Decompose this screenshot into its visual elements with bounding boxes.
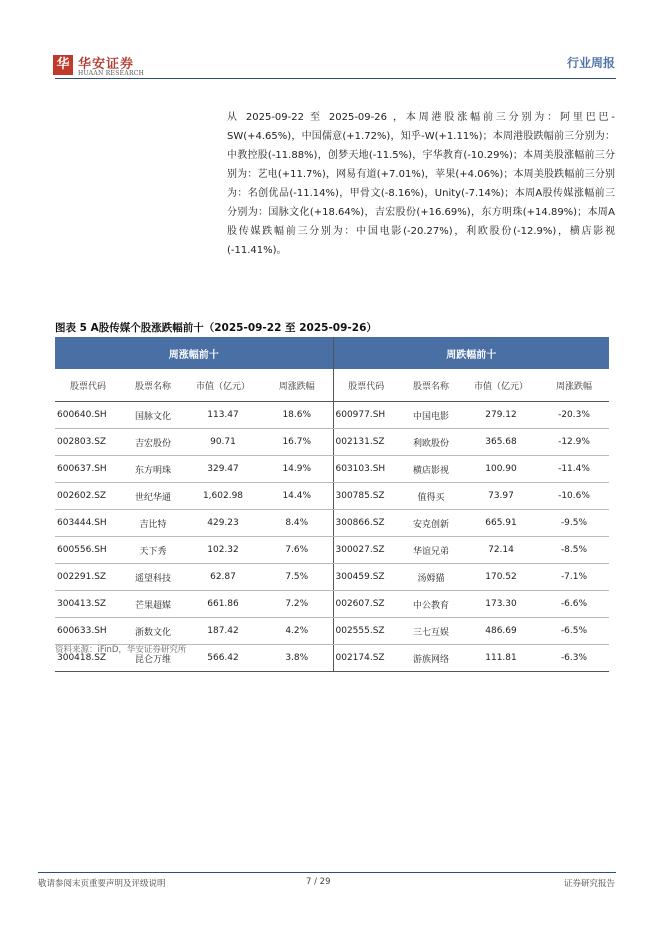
loser-cell: 486.69 (463, 618, 539, 645)
loser-cell: 173.30 (463, 591, 539, 618)
gainer-cell: 002602.SZ (55, 483, 121, 510)
table-row (55, 591, 609, 618)
loser-cell: 111.81 (463, 645, 539, 672)
gainer-cell: 芒果超媒 (121, 591, 185, 618)
gainer-cell: 62.87 (185, 564, 261, 591)
loser-cell: -6.3% (539, 645, 609, 672)
gainer-cell: 14.9% (261, 456, 333, 483)
loser-cell: 300785.SZ (333, 483, 399, 510)
loser-cell: 100.90 (463, 456, 539, 483)
gainer-cell: 002291.SZ (55, 564, 121, 591)
loser-cell: 华谊兄弟 (399, 537, 463, 564)
column-header: 股票名称 (399, 369, 463, 402)
gainer-cell: 8.4% (261, 510, 333, 537)
gainer-cell: 600637.SH (55, 456, 121, 483)
gainer-cell: 113.47 (185, 402, 261, 429)
logo-subtitle: HUAAN RESEARCH (78, 70, 145, 77)
loser-cell: 279.12 (463, 402, 539, 429)
loser-cell: 值得买 (399, 483, 463, 510)
gainer-cell: 7.6% (261, 537, 333, 564)
gainer-cell: 300413.SZ (55, 591, 121, 618)
table-row (55, 618, 609, 645)
logo-name: 华安证券 (78, 57, 135, 72)
gainer-cell: 187.42 (185, 618, 261, 645)
loser-cell: 中公教育 (399, 591, 463, 618)
loser-cell: 603103.SH (333, 456, 399, 483)
loser-cell: 665.91 (463, 510, 539, 537)
gainer-cell: 遥望科技 (121, 564, 185, 591)
column-header: 股票名称 (121, 369, 185, 402)
loser-cell: 002131.SZ (333, 429, 399, 456)
loser-cell: -12.9% (539, 429, 609, 456)
gainer-cell: 18.6% (261, 402, 333, 429)
loser-cell: -8.5% (539, 537, 609, 564)
loser-cell: -9.5% (539, 510, 609, 537)
gainer-cell: 002803.SZ (55, 429, 121, 456)
loser-cell: 汤姆猫 (399, 564, 463, 591)
loser-cell: -7.1% (539, 564, 609, 591)
gainer-cell: 昆仑万维 (121, 645, 185, 672)
gainer-cell: 吉比特 (121, 510, 185, 537)
loser-cell: 300027.SZ (333, 537, 399, 564)
column-header: 股票代码 (55, 369, 121, 402)
footer-disclaimer: 敬请参阅末页重要声明及评级说明 (38, 879, 166, 889)
column-header: 周涨跌幅 (261, 369, 333, 402)
gainer-cell: 浙数文化 (121, 618, 185, 645)
gainer-cell: 661.86 (185, 591, 261, 618)
gainer-cell: 1,602.98 (185, 483, 261, 510)
loser-cell: 73.97 (463, 483, 539, 510)
gainer-cell: 东方明珠 (121, 456, 185, 483)
column-header: 市值（亿元） (185, 369, 261, 402)
table-row (55, 537, 609, 564)
loser-cell: 170.52 (463, 564, 539, 591)
gainer-cell: 600556.SH (55, 537, 121, 564)
loser-cell: 游族网络 (399, 645, 463, 672)
table-row (55, 402, 609, 429)
loser-cell: -10.6% (539, 483, 609, 510)
gainer-cell: 90.71 (185, 429, 261, 456)
loser-cell: 300459.SZ (333, 564, 399, 591)
gainer-cell: 4.2% (261, 618, 333, 645)
loser-cell: 600977.SH (333, 402, 399, 429)
losers-header: 周跌幅前十 (333, 337, 609, 369)
loser-cell: 安克创新 (399, 510, 463, 537)
summary-paragraph: 从 2025-09-22 至 2025-09-26 ，本周港股涨幅前三分别为：阿里巴巴-SW(+4.65%)，中国儒意(+1.72%)，知乎-W(+1.11%)；本周港股跌幅前三分别为：中教控股(-11.88%)，创梦天地(-11.5%)，宇华教育(-10.29%)；本周美股涨幅前三分别为：艺电(+11.7%)，网易有道(+7.01%)，苹果(+4.06%)；本周美股跌幅前三分别为：名创优品(-11.14%)，甲骨文(-8.16%)，Unity(-7.14%)；本周A股传媒涨幅前三分别为：国脉文化(+18.64%)，吉宏股份(+16.69%)，东方明珠(+14.89%)；本周A股传媒跌幅前三分别为：中国电影(-20.27%)，利欧股份(-12.9%)，横店影视(-11.41%)。 (227, 112, 615, 256)
footer-divider (38, 872, 616, 873)
gainer-cell: 14.4% (261, 483, 333, 510)
source-note: 资料来源：iFinD，华安证券研究所 (55, 645, 187, 655)
gainer-cell: 600633.SH (55, 618, 121, 645)
loser-cell: 365.68 (463, 429, 539, 456)
table-row (55, 456, 609, 483)
gainers-header: 周涨幅前十 (55, 337, 333, 369)
loser-cell: 中国电影 (399, 402, 463, 429)
gainer-cell: 国脉文化 (121, 402, 185, 429)
loser-cell: -11.4% (539, 456, 609, 483)
gainer-cell: 天下秀 (121, 537, 185, 564)
table-row (55, 429, 609, 456)
loser-cell: 002607.SZ (333, 591, 399, 618)
gainer-cell: 329.47 (185, 456, 261, 483)
gainer-cell: 吉宏股份 (121, 429, 185, 456)
loser-cell: 利欧股份 (399, 429, 463, 456)
stock-movers-table (55, 337, 609, 672)
footer-report-label: 证券研究报告 (563, 879, 615, 889)
figure-title: 图表 5 A股传媒个股涨跌幅前十（2025-09-22 至 2025-09-26） (55, 322, 377, 334)
column-header: 周涨跌幅 (539, 369, 609, 402)
page-number: 7 / 29 (306, 877, 331, 887)
report-type-label: 行业周报 (566, 56, 615, 70)
loser-cell: -6.6% (539, 591, 609, 618)
loser-cell: 72.14 (463, 537, 539, 564)
page-header (0, 0, 662, 80)
huaan-logo-icon: 华 (53, 55, 73, 75)
loser-cell: -20.3% (539, 402, 609, 429)
gainer-cell: 16.7% (261, 429, 333, 456)
loser-cell: 002555.SZ (333, 618, 399, 645)
loser-cell: 300866.SZ (333, 510, 399, 537)
table-row (55, 483, 609, 510)
table-row (55, 510, 609, 537)
gainer-cell: 7.2% (261, 591, 333, 618)
gainer-cell: 429.23 (185, 510, 261, 537)
loser-cell: 三七互娱 (399, 618, 463, 645)
gainer-cell: 7.5% (261, 564, 333, 591)
gainer-cell: 566.42 (185, 645, 261, 672)
loser-cell: -6.5% (539, 618, 609, 645)
column-header: 股票代码 (333, 369, 399, 402)
gainer-cell: 603444.SH (55, 510, 121, 537)
gainer-cell: 世纪华通 (121, 483, 185, 510)
gainer-cell: 300418.SZ (55, 645, 121, 672)
gainer-cell: 3.8% (261, 645, 333, 672)
gainer-cell: 600640.SH (55, 402, 121, 429)
loser-cell: 002174.SZ (333, 645, 399, 672)
gainer-cell: 102.32 (185, 537, 261, 564)
column-header: 市值（亿元） (463, 369, 539, 402)
header-divider (55, 78, 616, 79)
table-row (55, 564, 609, 591)
loser-cell: 横店影视 (399, 456, 463, 483)
